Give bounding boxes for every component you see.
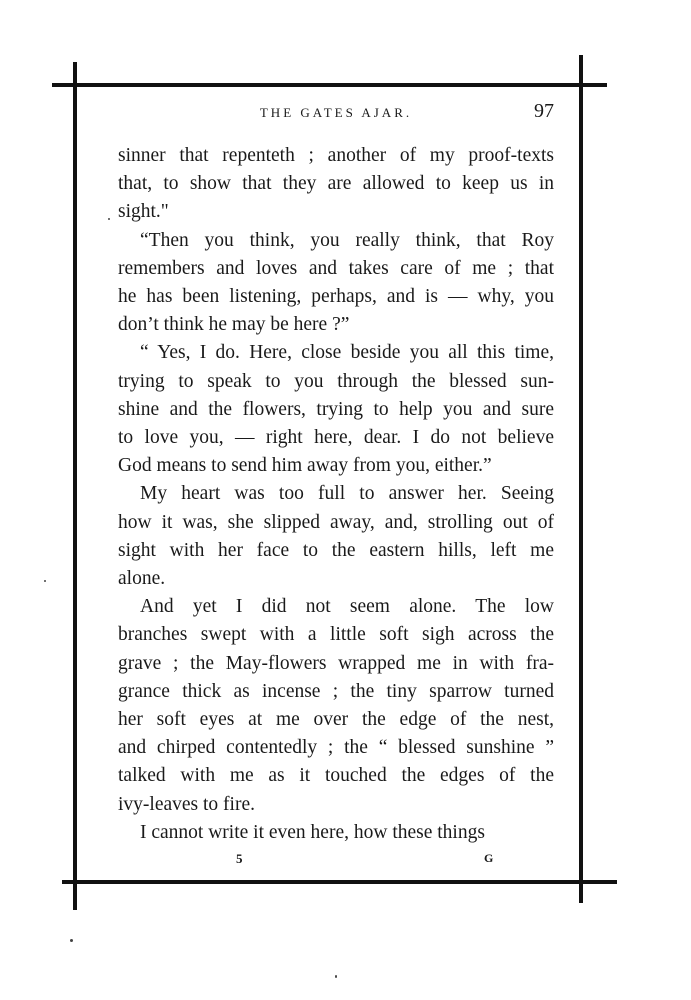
- text-line: sinner that repenteth ; another of my proof-texts: [118, 145, 554, 166]
- text-line: grance thick as incense ; the tiny sparrow turned: [118, 680, 554, 702]
- text-line: sight.": [118, 201, 169, 223]
- page-number: 97: [534, 100, 554, 122]
- catchword: G: [484, 851, 494, 865]
- text-line: her soft eyes at me over the edge of the nest,: [118, 709, 554, 731]
- text-line: My heart was too full to answer her. Seeing: [140, 483, 554, 505]
- text-line: remembers and loves and takes care of me ; that: [118, 257, 554, 279]
- text-line: God means to send him away from you, either.”: [118, 455, 492, 477]
- text-line: alone.: [118, 568, 166, 590]
- text-line: I cannot write it even here, how these things: [140, 821, 485, 843]
- text-line: “ Yes, I do. Here, close beside you all this time,: [140, 342, 554, 364]
- text-line: and chirped contentedly ; the “ blessed sunshine ”: [118, 737, 554, 759]
- ink-speck: [44, 580, 46, 582]
- ink-speck: [335, 975, 337, 978]
- text-line: don’t think he may be here ?”: [118, 314, 350, 336]
- text-line: And yet I did not seem alone. The low: [140, 596, 554, 618]
- border-rule-top: [52, 83, 607, 87]
- text-line: ivy-leaves to fire.: [118, 793, 255, 815]
- text-line: shine and the flowers, trying to help you and sure: [118, 398, 554, 420]
- text-line: to love you, — right here, dear. I do not believe: [118, 427, 554, 449]
- running-title: THE GATES AJAR.: [259, 105, 413, 120]
- text-line: sight with her face to the eastern hills, left me: [118, 539, 554, 561]
- text-line: talked with me as it touched the edges of the: [118, 765, 554, 787]
- text-line: he has been listening, perhaps, and is — why, you: [118, 286, 554, 308]
- border-rule-bottom: [62, 880, 617, 884]
- body-text: [118, 142, 554, 847]
- border-rule-left: [73, 62, 77, 910]
- signature-mark: 5: [236, 851, 243, 866]
- text-line: that, to show that they are allowed to keep us in: [118, 173, 554, 195]
- ink-speck: [108, 218, 110, 220]
- ink-speck: [70, 939, 73, 942]
- text-line: “Then you think, you really think, that Roy: [140, 229, 554, 251]
- text-line: how it was, she slipped away, and, strolling out of: [118, 511, 554, 533]
- text-line: trying to speak to you through the blessed sun-: [118, 370, 554, 392]
- text-line: branches swept with a little soft sigh across the: [118, 624, 554, 646]
- border-rule-right: [579, 55, 583, 903]
- text-line: grave ; the May-flowers wrapped me in with fra-: [118, 652, 554, 674]
